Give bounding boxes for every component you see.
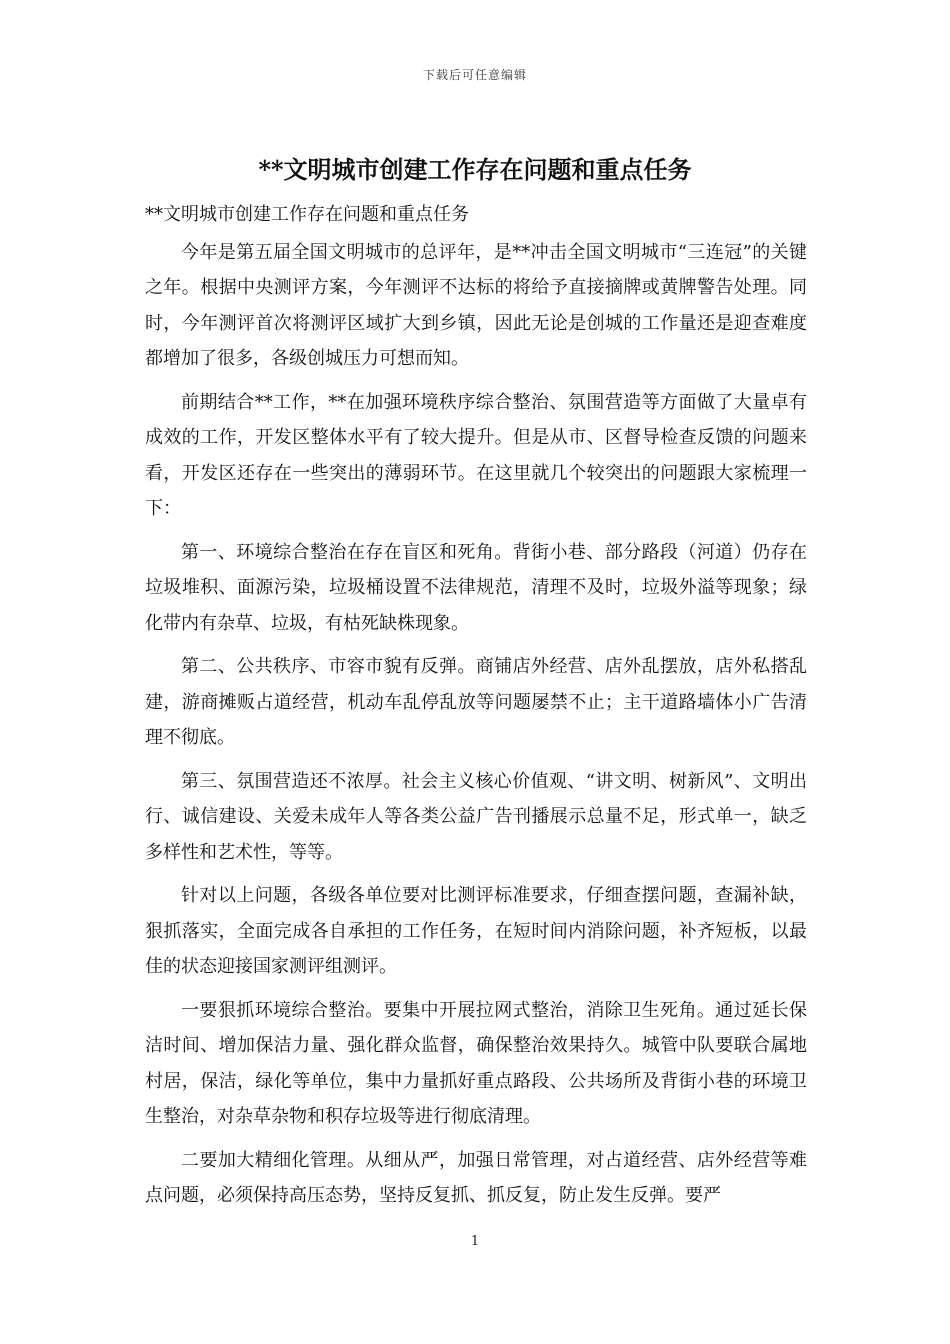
paragraph: 针对以上问题，各级各单位要对比测评标准要求，仔细查摆问题，查漏补缺，狠抓落实，全面完成各自承担的工作任务，在短时间内消除问题，补齐短板，以最佳的状态迎接国家测评组测评。 bbox=[145, 885, 807, 977]
paragraph: 今年是第五届全国文明城市的总评年，是**冲击全国文明城市“三连冠”的关键之年。根据中央测评方案，今年测评不达标的将给予直接摘牌或黄牌警告处理。同时，今年测评首次将测评区域扩大到乡镇，因此无论是创城的工作量还是迎查难度都增加了很多，各级创城压力可想而知。 bbox=[145, 241, 807, 369]
paragraph: 一要狠抓环境综合整治。要集中开展拉网式整治，消除卫生死角。通过延长保洁时间、增加保洁力量、强化群众监督，确保整治效果持久。城管中队要联合属地村居，保洁，绿化等单位，集中力量抓好重点路段、公共场所及背街小巷的环境卫生整治，对杂草杂物和积存垃圾等进行彻底清理。 bbox=[145, 999, 807, 1127]
paragraph: 前期结合**工作，**在加强环境秩序综合整治、氛围营造等方面做了大量卓有成效的工作，开发区整体水平有了较大提升。但是从市、区督导检查反馈的问题来看，开发区还存在一些突出的薄弱环节。在这里就几个较突出的问题跟大家梳理一下： bbox=[145, 391, 807, 519]
paragraph: 第一、环境综合整治在存在盲区和死角。背街小巷、部分路段（河道）仍存在垃圾堆积、面源污染，垃圾桶设置不法律规范，清理不及时，垃圾外溢等现象；绿化带内有杂草、垃圾，有枯死缺株现象。 bbox=[145, 541, 807, 634]
document-body bbox=[145, 197, 807, 1222]
document-title: **文明城市创建工作存在问题和重点任务 bbox=[258, 155, 692, 184]
paragraph: 第三、氛围营造还不浓厚。社会主义核心价值观、“讲文明、树新风”、文明出行、诚信建设、关爱未成年人等各类公益广告刊播展示总量不足，形式单一，缺乏多样性和艺术性，等等。 bbox=[145, 770, 807, 863]
page-number: 1 bbox=[470, 1234, 480, 1249]
paragraph: 第二、公共秩序、市容市貌有反弹。商铺店外经营、店外乱摆放，店外私搭乱建，游商摊贩占道经营，机动车乱停乱放等问题屡禁不止；主干道路墙体小广告清理不彻底。 bbox=[145, 656, 807, 748]
header-note: 下载后可任意编辑 bbox=[422, 68, 527, 82]
paragraph: 二要加大精细化管理。从细从严，加强日常管理，对占道经营、店外经营等难点问题，必须保持高压态势，坚持反复抓、抓反复，防止发生反弹。要严 bbox=[145, 1149, 807, 1206]
document-subtitle: **文明城市创建工作存在问题和重点任务 bbox=[145, 204, 469, 225]
